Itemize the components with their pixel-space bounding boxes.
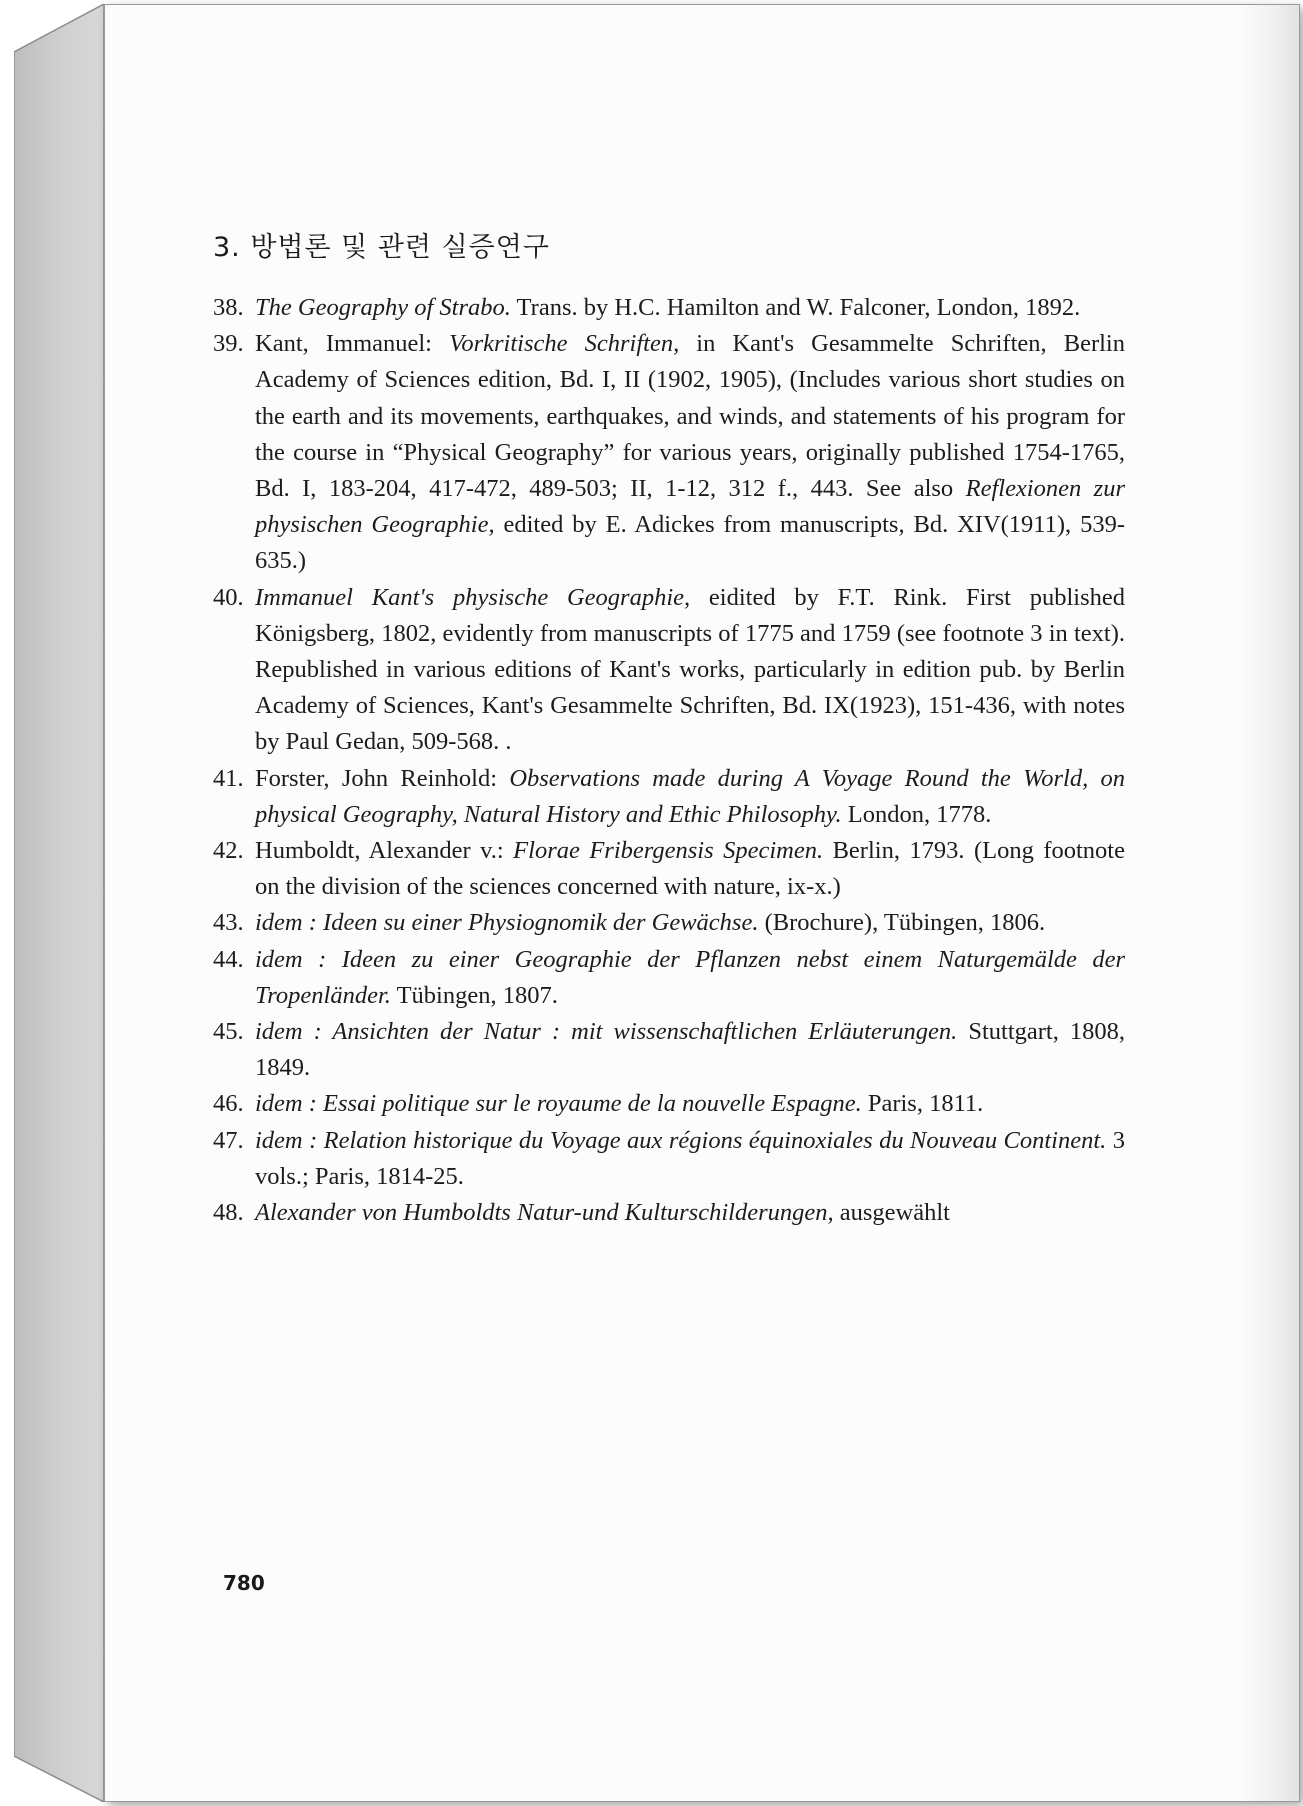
reference-number: 40. bbox=[213, 583, 244, 611]
reference-title: Immanuel Kant's physische Geographie, bbox=[255, 583, 691, 611]
reference-number: 45. bbox=[213, 1018, 244, 1046]
reference-text: eidited by F.T. Rink. First published Königsberg, 1802, evidently from manuscripts of 1775 and 1759 (see footnote 3 in text). Republished in various editions of Kant's works, particularly in edition pub. by Berlin Academy of Sciences, Kant's Gesammelte Schriften, Bd. IX(1923), 151-436, with notes by Paul Gedan, 509-568. . bbox=[255, 583, 1125, 756]
reference-text: Berlin, 1793. (Long footnote on the division of the sciences concerned with nature, ix-x.) bbox=[255, 837, 1125, 901]
page-number: 780 bbox=[223, 1571, 265, 1595]
reference-text: Stuttgart, 1808, 1849. bbox=[255, 1018, 1126, 1082]
reference-item bbox=[213, 326, 1125, 579]
reference-number: 44. bbox=[213, 945, 244, 973]
reference-list bbox=[213, 290, 1125, 1231]
reference-title: idem : Relation historique du Voyage aux régions équinoxiales du Nouveau Continent. bbox=[255, 1126, 1107, 1154]
page-edge-shade bbox=[1239, 5, 1299, 1801]
reference-number: 48. bbox=[213, 1199, 244, 1227]
reference-text: Kant, Immanuel: bbox=[255, 330, 450, 358]
reference-text: 3 vols.; Paris, 1814-25. bbox=[255, 1126, 1126, 1190]
reference-text: ausgewählt bbox=[833, 1199, 950, 1227]
reference-title: Vorkritische Schriften, bbox=[449, 330, 680, 358]
reference-item bbox=[213, 1014, 1125, 1086]
reference-item bbox=[213, 905, 1125, 941]
reference-text: Humboldt, Alexander v.: bbox=[255, 837, 514, 865]
reference-text: Trans. by H.C. Hamilton and W. Falconer, London, 1892. bbox=[510, 294, 1081, 321]
section-heading: 3. 방법론 및 관련 실증연구 bbox=[213, 232, 550, 263]
reference-title: Florae Fribergensis Specimen. bbox=[513, 837, 824, 865]
reference-text: (Brochure), Tübingen, 1806. bbox=[758, 909, 1046, 937]
reference-text: Paris, 1811. bbox=[861, 1090, 984, 1118]
reference-title: idem : Ideen su einer Physiognomik der Gewächse. bbox=[255, 909, 759, 937]
book-page bbox=[104, 4, 1300, 1802]
reference-title: Observations made during A Voyage Round the World, on physical Geography, Natural History and Ethic Philosophy. bbox=[255, 764, 1125, 828]
reference-item bbox=[213, 1086, 1125, 1122]
reference-title: idem : Ideen zu einer Geographie der Pflanzen nebst einem Naturgemälde der Tropenländer. bbox=[255, 945, 1125, 1009]
reference-title: Reflexionen zur physischen Geographie, bbox=[255, 475, 1125, 539]
reference-item bbox=[213, 290, 1125, 326]
reference-title: The Geography of Strabo. bbox=[255, 294, 511, 321]
reference-number: 39. bbox=[213, 330, 244, 358]
reference-item bbox=[213, 1123, 1125, 1195]
book-spine bbox=[14, 4, 106, 1802]
reference-title: idem : Essai politique sur le royaume de la nouvelle Espagne. bbox=[255, 1090, 862, 1118]
reference-title: Alexander von Humboldts Natur-und Kulturschilderungen, bbox=[255, 1199, 834, 1227]
reference-item bbox=[213, 580, 1125, 761]
reference-number: 47. bbox=[213, 1126, 244, 1154]
reference-item bbox=[213, 1195, 1125, 1231]
reference-text: Tübingen, 1807. bbox=[390, 981, 558, 1009]
reference-number: 38. bbox=[213, 294, 244, 321]
page-content bbox=[213, 225, 1125, 1231]
reference-text: in Kant's Gesammelte Schriften, Berlin Academy of Sciences edition, Bd. I, II (1902, 1905), (Includes various short studies on the earth and its movements, earthquakes, and winds, and statements of his program for the course in “Physical Geography” for various years, originally published 1754-1765, Bd. I, 183-204, 417-472, 489-503; II, 1-12, 312 f., 443. See also bbox=[255, 330, 1125, 503]
reference-text: London, 1778. bbox=[841, 800, 992, 828]
reference-number: 41. bbox=[213, 764, 244, 792]
reference-item bbox=[213, 761, 1125, 833]
reference-number: 43. bbox=[213, 909, 244, 937]
reference-item bbox=[213, 833, 1125, 905]
reference-title: idem : Ansichten der Natur : mit wissenschaftlichen Erläuterungen. bbox=[255, 1018, 958, 1046]
reference-number: 46. bbox=[213, 1090, 244, 1118]
reference-item bbox=[213, 942, 1125, 1014]
reference-text: Forster, John Reinhold: bbox=[255, 764, 510, 792]
reference-number: 42. bbox=[213, 837, 244, 865]
reference-text: edited by E. Adickes from manuscripts, Bd. XIV(1911), 539-635.) bbox=[255, 511, 1125, 575]
